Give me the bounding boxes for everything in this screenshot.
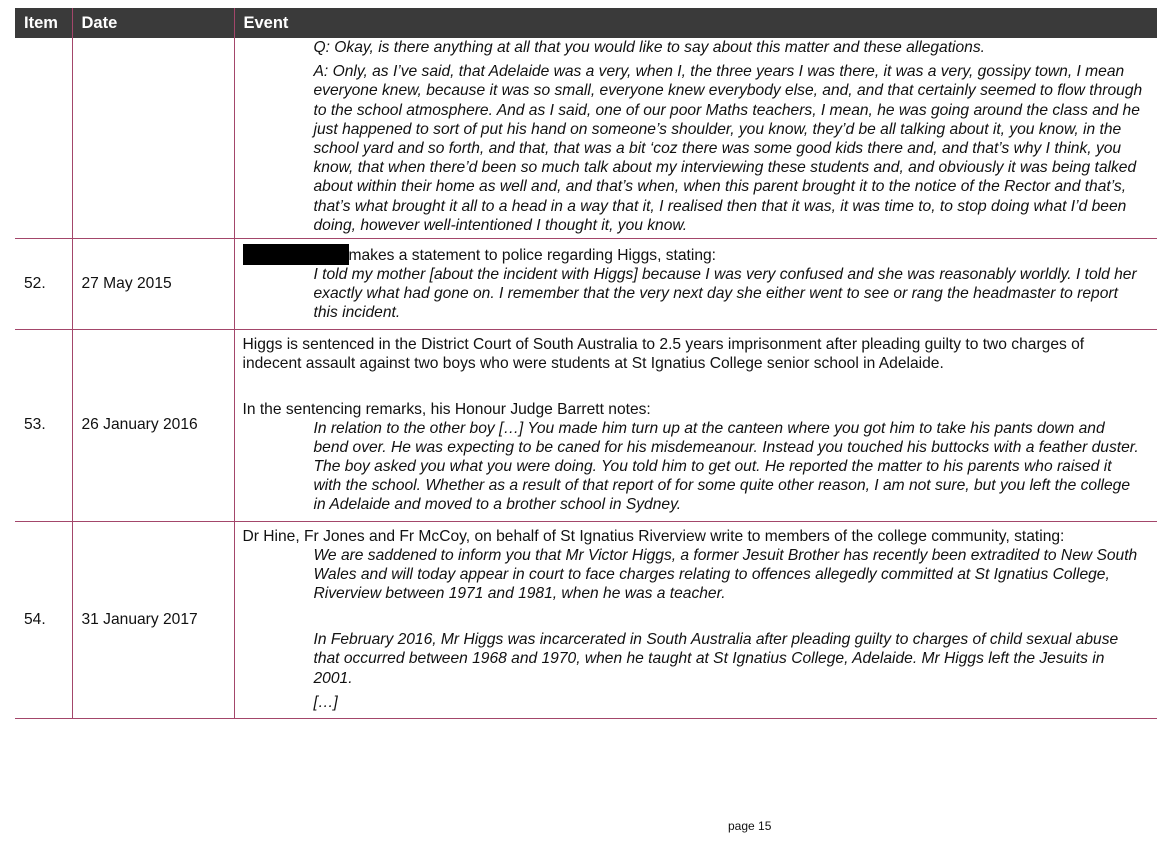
table-row (15, 239, 1157, 330)
event-cell (234, 38, 1157, 239)
redaction-box (243, 244, 349, 265)
table-row-continuation (15, 38, 1157, 239)
event-quote: In relation to the other boy […] You made him turn up at the canteen where you got him to take his pants down and bend over. He was expecting to be caned for his misdemeanour. Instead you touched his buttocks with a feather duster. The boy asked you what you were doing. You told him to get out. He reported the matter to his parents who raised it with the school. Whether as a result of that report of for some quite other reason, I am not sure, but you left the college in Adelaide and moved to a brother school in Sydney. (313, 419, 1139, 514)
event-quote: We are saddened to inform you that Mr Victor Higgs, a former Jesuit Brother has recently been extradited to New South Wales and will today appear in court to face charges relating to offences allegedly committed at St Ignatius College, Riverview between 1971 and 1981, when he was a teacher. (313, 546, 1138, 603)
event-cell (234, 329, 1157, 521)
item-cell (15, 38, 72, 239)
event-date: 26 January 2016 (72, 329, 234, 521)
page-number: page 15 (728, 819, 772, 833)
event-intro: Dr Hine, Fr Jones and Fr McCoy, on behalf of St Ignatius Riverview write to members of the college community, stating: (242, 527, 1065, 545)
item-number: 54. (15, 521, 72, 718)
event-date: 31 January 2017 (72, 521, 234, 718)
chronology-table (15, 8, 1157, 719)
table-row (15, 521, 1157, 718)
interview-question: Q: Okay, is there anything at all that you would like to say about this matter and these allegations. (313, 39, 985, 56)
event-intro-secondary: In the sentencing remarks, his Honour Judge Barrett notes: (242, 400, 651, 418)
event-quote: I told my mother [about the incident with Higgs] because I was very confused and she was reasonably worldly. I told her exactly what had gone on. I remember that the very next day she either went to see or rang the headmaster to report this incident. (313, 266, 1137, 322)
table-row (15, 329, 1157, 521)
event-cell (234, 521, 1157, 718)
item-number: 52. (15, 239, 72, 330)
table-header-row (15, 8, 1157, 38)
header-item: Item (15, 8, 72, 38)
interview-answer: A: Only, as I’ve said, that Adelaide was a very, when I, the three years I was there, it was a very, gossipy town, I mean everyone knew, because it was so small, everyone knew everybody else, and, and that certainly seemed to flow through to the school atmosphere. And as I said, one of our poor Maths teachers, I mean, he was going around the class and he just happened to sort of put his hand on someone’s shoulder, you know, they’d be all talking about it, you know, in the school yard and so forth, and that, that was a bit ‘coz there was some good kids there and, and that’s why I think, you know, that when there’d been so much talk about my interviewing these students and, and obviously it was being talked about within their home as well and, and that’s when, when this parent brought it to the notice of the Rector and that’s, that’s what brought it all to a head in a way that it, I realised then that it was, it was time to, to stop doing what I’d been doing, however well-intentioned I thought it, you know. (313, 63, 1143, 234)
event-intro: makes a statement to police regarding Higgs, stating: (243, 244, 1144, 265)
event-date: 27 May 2015 (72, 239, 234, 330)
event-quote-ellipsis: […] (313, 693, 338, 711)
event-cell (234, 239, 1157, 330)
event-intro: Higgs is sentenced in the District Court of South Australia to 2.5 years imprisonment after pleading guilty to two charges of indecent assault against two boys who were students at St Ignatius College senior school in Adelaide. (242, 335, 1085, 372)
header-date: Date (72, 8, 234, 38)
event-quote-secondary: In February 2016, Mr Higgs was incarcerated in South Australia after pleading guilty to charges of child sexual abuse that occurred between 1968 and 1970, when he taught at St Ignatius College, Adelaide. Mr Higgs left the Jesuits in 2001. (313, 631, 1119, 687)
date-cell (72, 38, 234, 239)
item-number: 53. (15, 329, 72, 521)
header-event: Event (234, 8, 1157, 38)
